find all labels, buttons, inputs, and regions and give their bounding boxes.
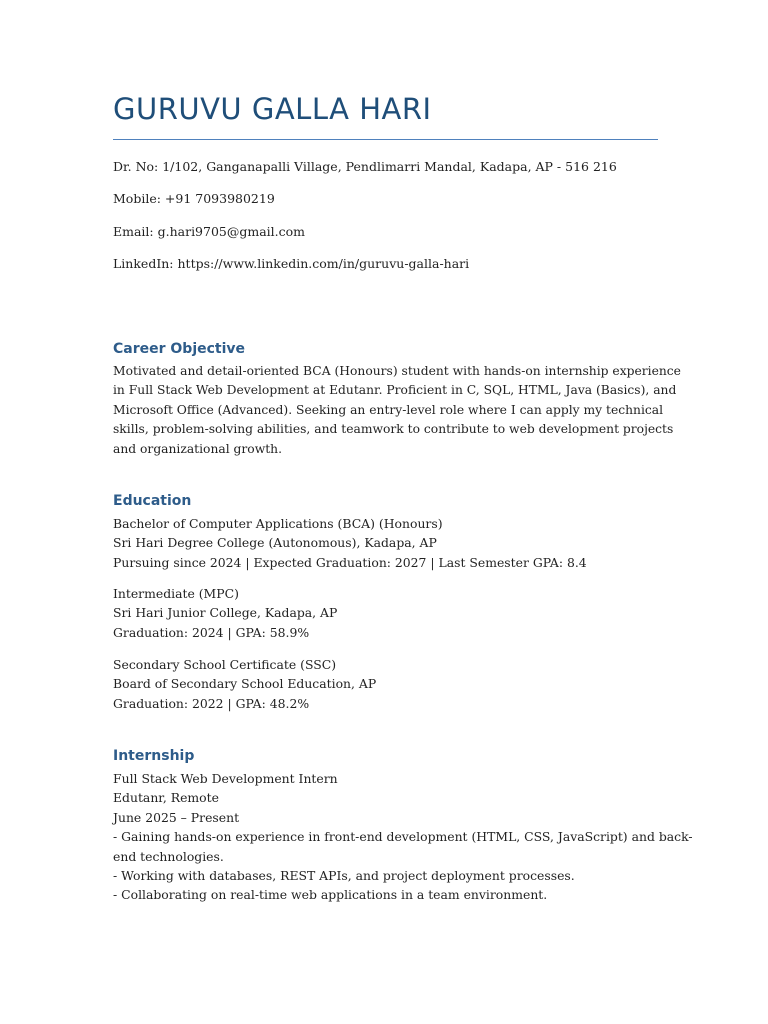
address-line: Dr. No: 1/102, Ganganapalli Village, Pendlimarri Mandal, Kadapa, AP - 516 216 (113, 159, 617, 174)
education-degree: Intermediate (MPC) (113, 586, 239, 601)
education-entry-ssc (113, 655, 658, 713)
internship-bullet: - Collaborating on real-time web applications in a team environment. (113, 887, 548, 903)
email-line: Email: g.hari9705@gmail.com (113, 224, 306, 239)
career-objective-heading: Career Objective (113, 341, 246, 357)
education-degree: Bachelor of Computer Applications (BCA) (Honours) (113, 516, 443, 531)
candidate-name: GURUVU GALLA HARI (113, 92, 432, 126)
objective-line: Microsoft Office (Advanced). Seeking an entry-level role where I can apply my technical (113, 402, 664, 417)
objective-line: and organizational growth. (113, 441, 282, 456)
objective-line: skills, problem-solving abilities, and teamwork to contribute to web development projects (113, 422, 674, 437)
internship-bullet: - Working with databases, REST APIs, and project deployment processes. (113, 868, 575, 884)
education-heading: Education (113, 493, 192, 509)
header-divider (113, 139, 658, 140)
education-details: Graduation: 2024 | GPA: 58.9% (113, 624, 310, 640)
mobile-line: Mobile: +91 7093980219 (113, 191, 275, 206)
internship-bullet: end technologies. (113, 848, 224, 864)
education-institution: Sri Hari Junior College, Kadapa, AP (113, 605, 338, 621)
internship-bullet: - Gaining hands-on experience in front-end development (HTML, CSS, JavaScript) and back- (113, 829, 693, 845)
internship-role: Full Stack Web Development Intern (113, 771, 338, 786)
internship-company: Edutanr, Remote (113, 790, 219, 806)
internship-dates: June 2025 – Present (113, 809, 240, 825)
internship-heading: Internship (113, 748, 195, 764)
internship-entry (113, 769, 693, 905)
education-entry-intermediate (113, 584, 658, 642)
career-objective-text (113, 362, 681, 459)
linkedin-line: LinkedIn: https://www.linkedin.com/in/guruvu-galla-hari (113, 256, 470, 271)
objective-line: Motivated and detail-oriented BCA (Honours) student with hands-on internship experience (113, 364, 681, 378)
education-institution: Board of Secondary School Education, AP (113, 676, 377, 692)
education-entry-bca (113, 514, 658, 572)
education-details: Graduation: 2022 | GPA: 48.2% (113, 695, 310, 711)
education-institution: Sri Hari Degree College (Autonomous), Kadapa, AP (113, 535, 437, 551)
objective-line: in Full Stack Web Development at Edutanr. Proficient in C, SQL, HTML, Java (Basics), and (113, 383, 677, 398)
education-details: Pursuing since 2024 | Expected Graduation: 2027 | Last Semester GPA: 8.4 (113, 554, 587, 570)
education-degree: Secondary School Certificate (SSC) (113, 657, 337, 672)
